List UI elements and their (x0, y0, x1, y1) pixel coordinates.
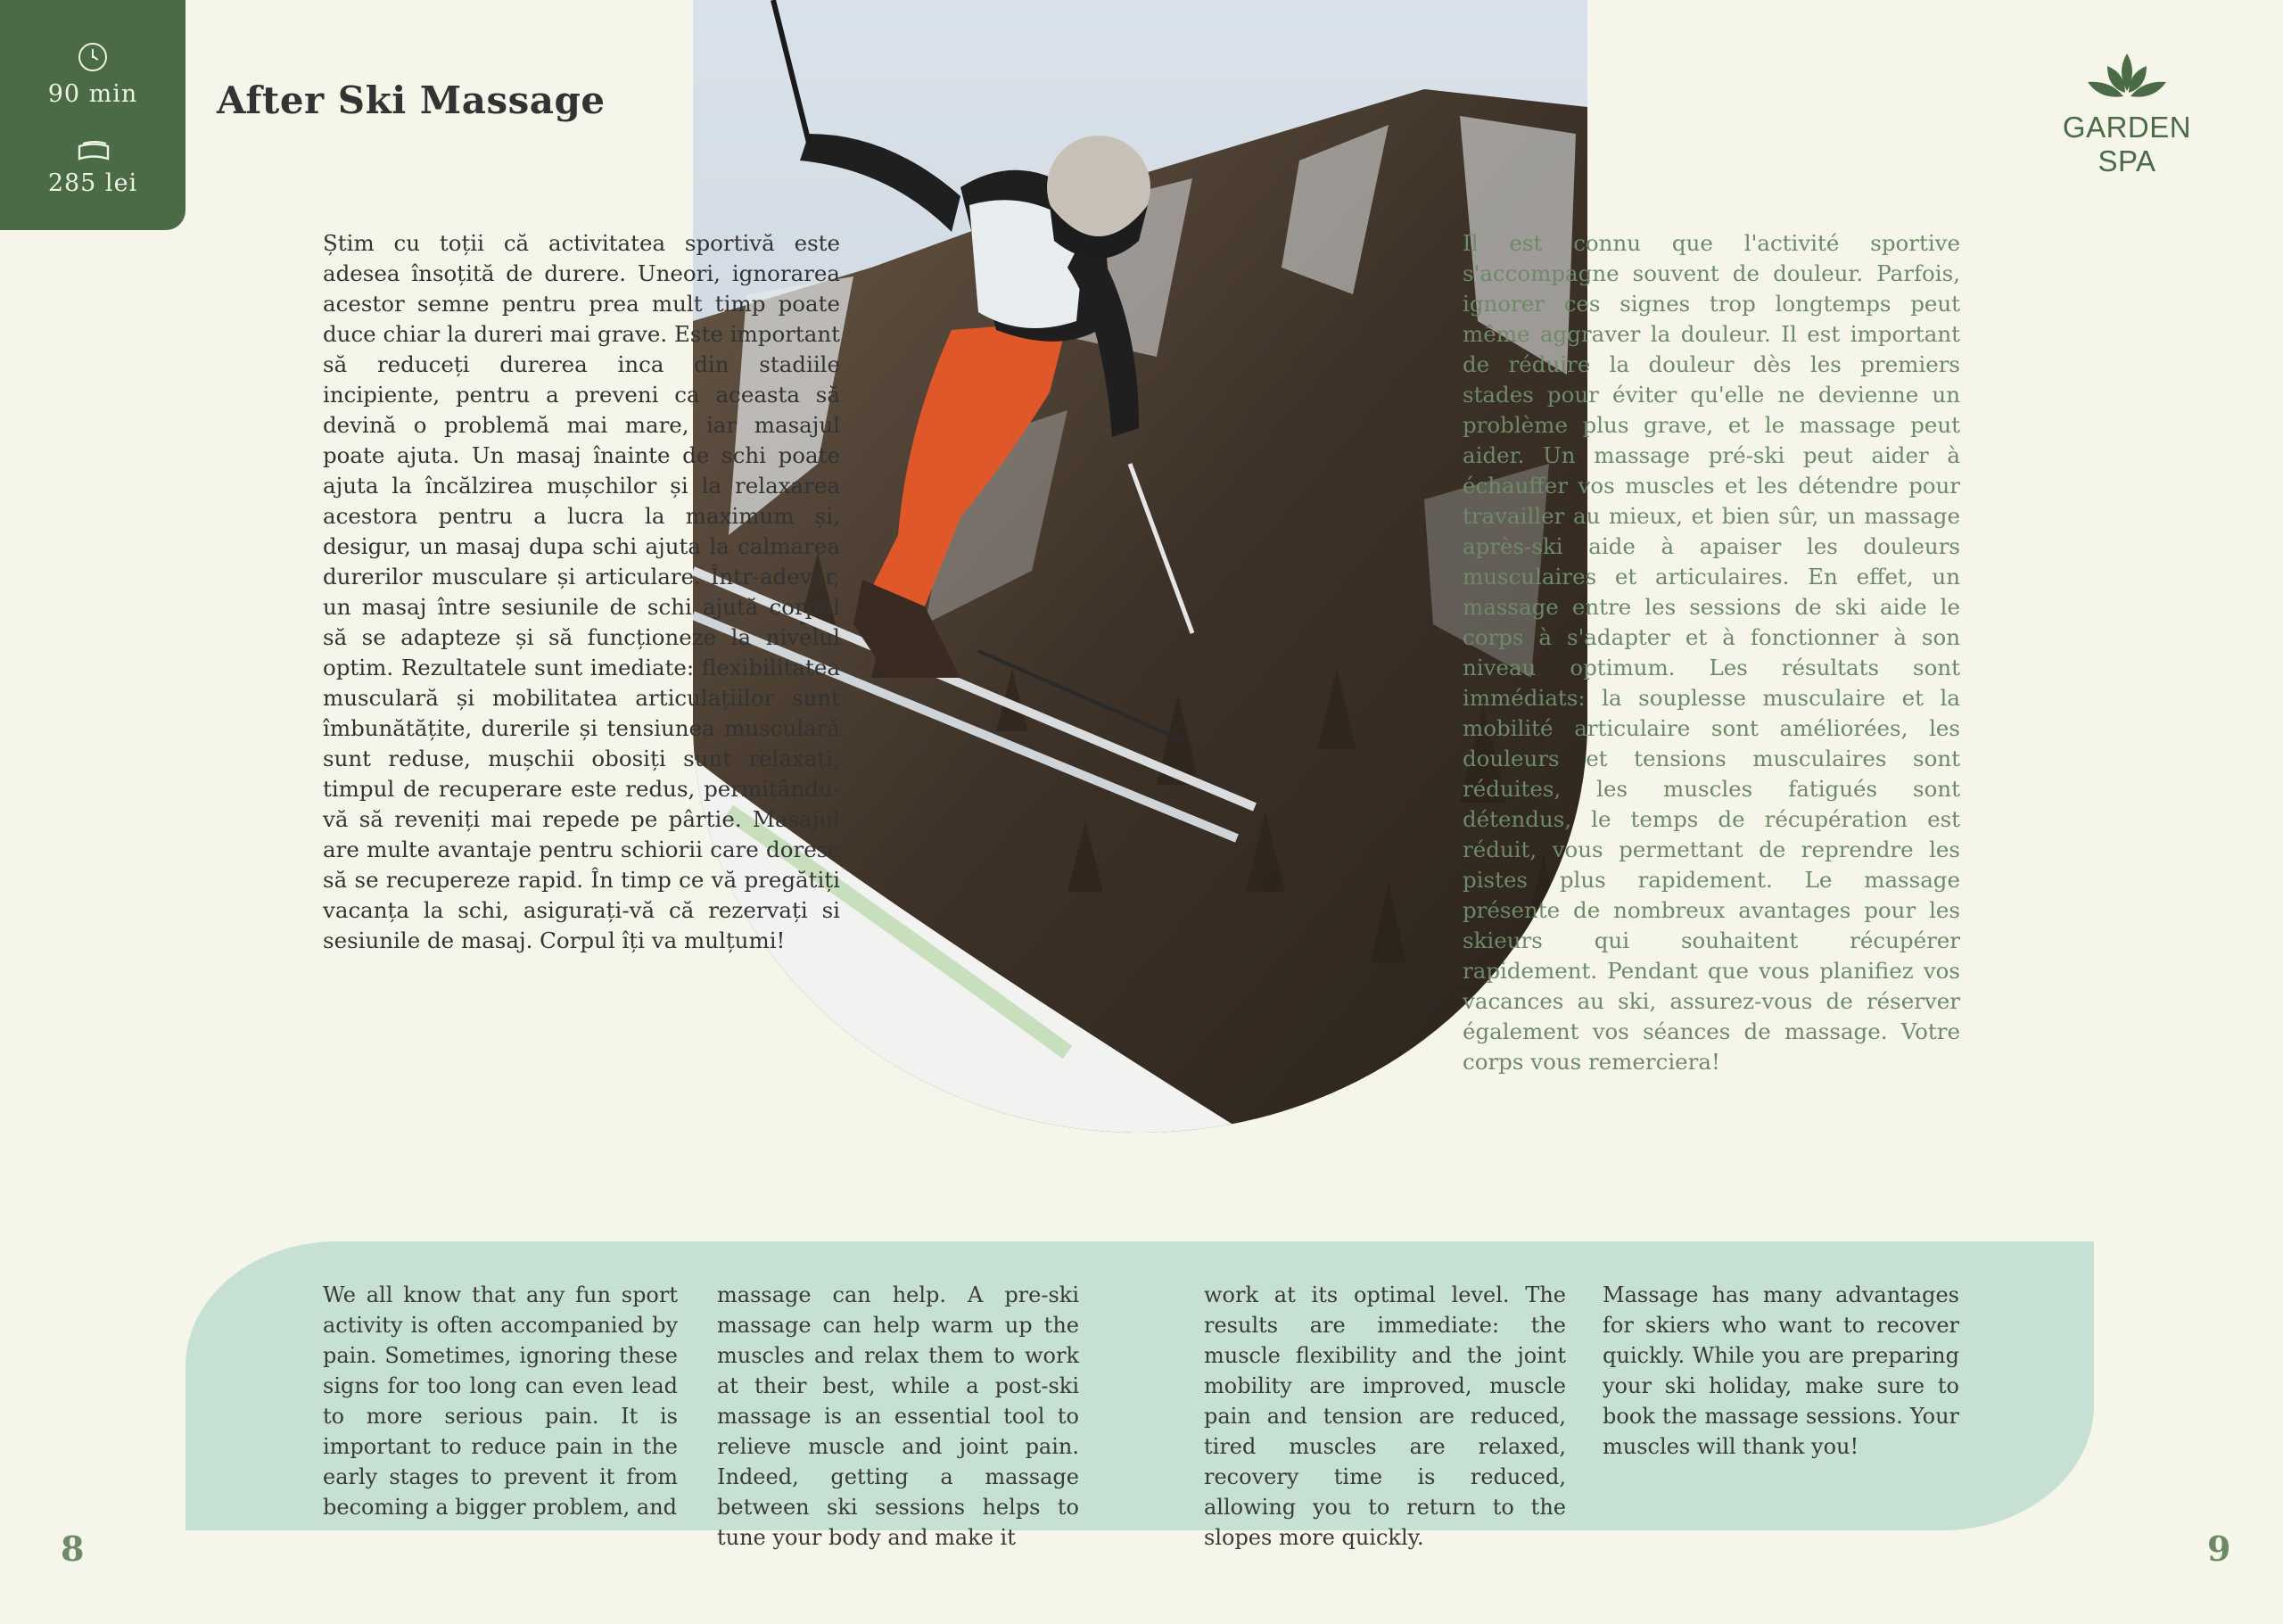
english-column-3: work at its optimal level. The results are immediate: the muscle flexibility and the joint mobility are improved, muscle pain and tension are reduced, tired muscles are relaxed, recovery time is reduced, allowing you to return to the slopes more quickly. (1204, 1282, 1566, 1550)
money-icon (77, 141, 111, 162)
clock-icon (78, 43, 107, 71)
page-number-right: 9 (2207, 1529, 2231, 1569)
english-column-2: massage can help. A pre-ski massage can help warm up the muscles and relax them to work at their best, while a post-ski massage is an essential tool to relieve muscle and joint pain. Indeed, getting a massage between ski sessions helps to tune your body and make it (717, 1282, 1079, 1550)
price-label: 285 lei (47, 169, 138, 197)
lotus-icon (2084, 52, 2170, 105)
info-badge (0, 0, 185, 230)
french-paragraph (1463, 228, 1960, 1077)
page-number-left: 8 (61, 1529, 85, 1569)
garden-spa-logo (2033, 52, 2221, 178)
page-title: After Ski Massage (217, 78, 606, 122)
english-column-4: Massage has many advantages for skiers who want to recover quickly. While you are preparing your ski holiday, make sure to book the massage sessions. Your muscles will thank you! (1603, 1282, 1959, 1459)
romanian-paragraph: Știm cu toții că activitatea sportivă este adesea însoțită de durere. Uneori, ignorarea acestor semne pentru prea mult timp poate duce chiar la dureri mai grave. Este important să reduceți durerea inca din stadiile incipiente, pentru a preveni ca aceasta să devină o problemă mai mare, iar masajul poate ajuta. Un masaj înainte de schi poate ajuta la încălzirea mușchilor și la relaxarea acestora pentru a lucra la maximum și, desigur, un masaj dupa schi ajuta la calmarea durerilor musculare și articulare. Într-adevăr, un masaj între sesiunile de schi ajută corpul să se adapteze și să funcționeze la nivelul optim. Rezultatele sunt imediate: flexibilitatea musculară și mobilitatea articulațiilor sunt îmbunătățite, durerile și tensiunea musculară sunt reduse, mușchii obosiți sunt relaxați, timpul de recuperare este redus, permițându-vă să reveniți mai repede pe pârtie. Masajul are multe avantaje pentru schiorii care doresc să se recupereze rapid. În timp ce vă pregătiți vacanța la schi, asigurați-vă că rezervați si sesiunile de masaj. Corpul îți va mulțumi! (323, 230, 840, 953)
duration-label: 90 min (47, 80, 138, 108)
brand-name: GARDEN SPA (2062, 111, 2192, 177)
english-column-1: We all know that any fun sport activity is often accompanied by pain. Sometimes, ignoring these signs for too long can even lead to more serious pain. It is important to reduce pain in the early stages to prevent it from becoming a bigger problem, and (323, 1282, 678, 1520)
french-text: Il est connu que l'activité sportive s'accompagne souvent de douleur. Parfois, ignorer ces signes trop longtemps peut même aggraver la douleur. Il est important de réduire la douleur dès les premiers stades pour éviter qu'elle ne devienne un problème plus grave, et le massage peut aider. Un massage pré-ski peut aider à échauffer vos muscles et les détendre pour travailler au mieux, et bien sûr, un massage après-ski aide à apaiser les douleurs musculaires et articulaires. En effet, un massage entre les sessions de ski aide le corps à s'adapter et à fonctionner à son niveau optimum. Les résultats sont immédiats: la souplesse musculaire et la mobilité articulaire sont améliorées, les douleurs et tensions musculaires sont réduites, les muscles fatigués sont détendus, le temps de récupération est réduit, vous permettant de reprendre les pistes plus rapidement. Le massage présente de nombreux avantages pour les skieurs qui souhaitent récupérer rapidement. Pendant que vous planifiez vos vacances au ski, assurez-vous de réserver également vos séances de massage. Votre corps vous remerciera! (1463, 230, 1960, 1075)
